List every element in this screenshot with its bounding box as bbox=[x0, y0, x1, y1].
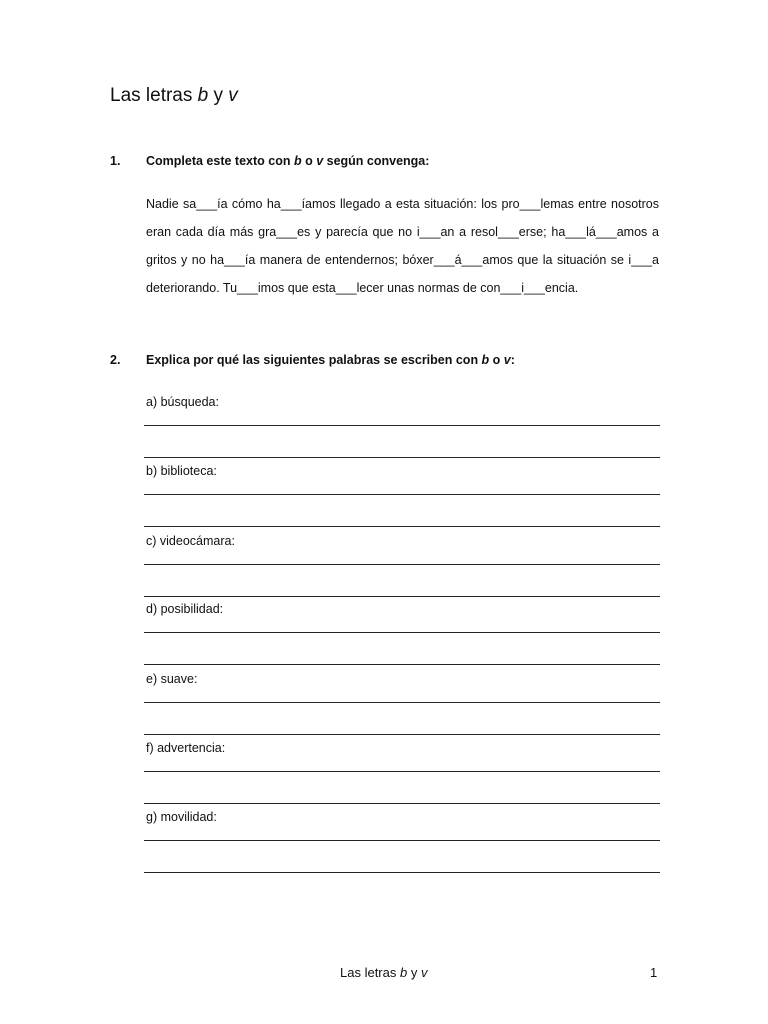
answer-item-label: a) búsqueda: bbox=[146, 395, 219, 409]
answer-line[interactable] bbox=[144, 840, 660, 841]
question-2-conjunction: o bbox=[489, 353, 504, 367]
question-2-letter-v: v bbox=[503, 353, 511, 367]
answer-item-label: e) suave: bbox=[146, 672, 198, 686]
answer-line[interactable] bbox=[144, 564, 660, 565]
answer-line[interactable] bbox=[144, 494, 660, 495]
title-letter-b: b bbox=[197, 85, 209, 106]
answer-line[interactable] bbox=[144, 632, 660, 633]
fill-in-paragraph: Nadie sa___ía cómo ha___íamos llegado a esta situación: los pro___lemas entre nosotros eran cada día más gra___es y parecía que no i___an a resol___erse; ha___lá___amos a gritos y no ha___ía manera de entendernos; bóxer___á___amos que la situación se i___a deteriorando. Tu___imos que esta___lecer unas normas de con___i___encia. bbox=[146, 197, 659, 295]
footer-letter-v: v bbox=[420, 965, 428, 980]
title-conjunction: y bbox=[208, 85, 229, 106]
question-1-letter-v: v bbox=[316, 154, 324, 168]
answer-item-label: d) posibilidad: bbox=[146, 602, 224, 616]
question-1-letter-b: b bbox=[293, 154, 302, 168]
question-2-text bbox=[146, 353, 515, 367]
answer-line[interactable] bbox=[144, 526, 660, 527]
footer-conjunction: y bbox=[407, 965, 421, 980]
footer-title-text: Las letras bbox=[340, 965, 400, 980]
answer-item-label: c) videocámara: bbox=[146, 534, 235, 548]
question-2-letter-b: b bbox=[481, 353, 490, 367]
answer-item-label: g) movilidad: bbox=[146, 810, 217, 824]
question-1-text bbox=[146, 154, 429, 168]
question-1-conjunction: o bbox=[301, 154, 317, 168]
answer-line[interactable] bbox=[144, 771, 660, 772]
question-1-text-suffix: según convenga: bbox=[323, 154, 430, 168]
title-letter-v: v bbox=[228, 85, 238, 106]
answer-item-label: b) biblioteca: bbox=[146, 464, 217, 478]
question-2-text-prefix: Explica por qué las siguientes palabras se escriben con bbox=[146, 353, 482, 367]
question-1-number: 1. bbox=[110, 154, 121, 168]
question-1-text-prefix: Completa este texto con bbox=[146, 154, 294, 168]
answer-line[interactable] bbox=[144, 803, 660, 804]
answer-line[interactable] bbox=[144, 872, 660, 873]
answer-line[interactable] bbox=[144, 664, 660, 665]
title-text: Las letras bbox=[110, 85, 198, 106]
answer-line[interactable] bbox=[144, 596, 660, 597]
footer-title bbox=[340, 965, 427, 980]
answer-line[interactable] bbox=[144, 457, 660, 458]
answer-line[interactable] bbox=[144, 425, 660, 426]
page-title bbox=[110, 85, 238, 107]
question-2-number: 2. bbox=[110, 353, 121, 367]
answer-item-label: f) advertencia: bbox=[146, 741, 226, 755]
footer-letter-b: b bbox=[399, 965, 408, 980]
page-number: 1 bbox=[650, 965, 658, 980]
answer-line[interactable] bbox=[144, 702, 660, 703]
question-2-text-suffix: : bbox=[510, 353, 515, 367]
answer-line[interactable] bbox=[144, 734, 660, 735]
